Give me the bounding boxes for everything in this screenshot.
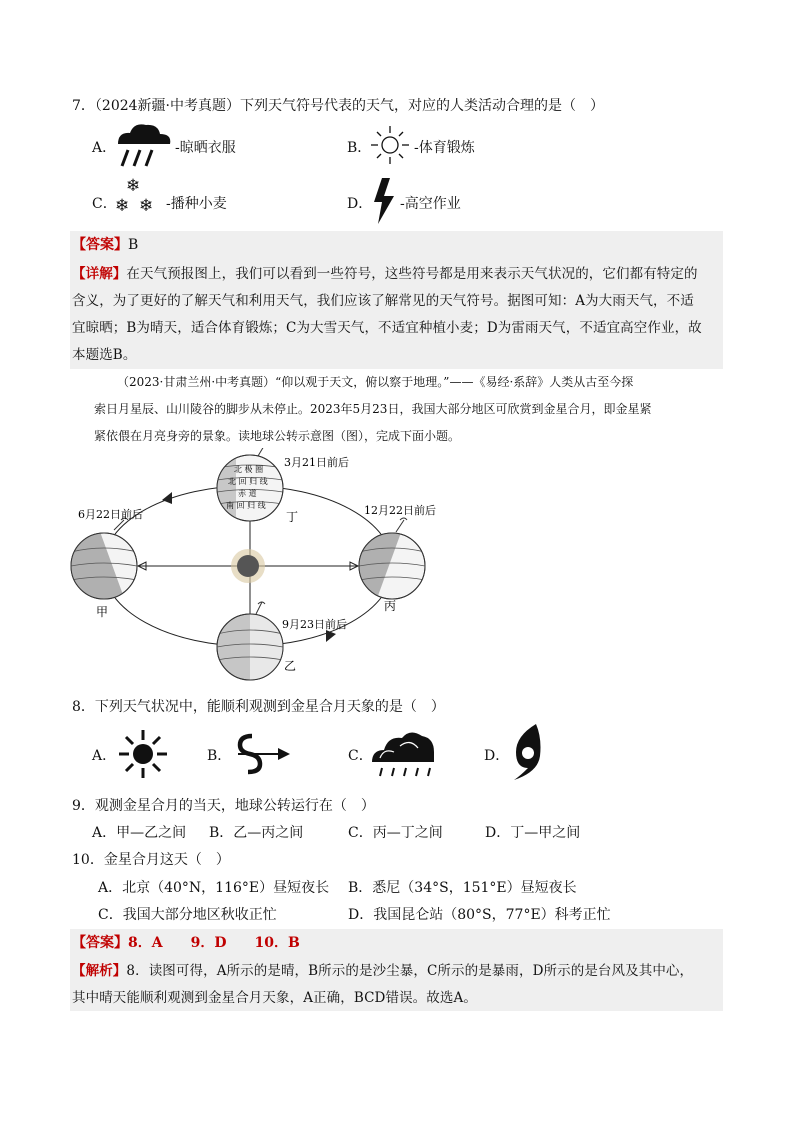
heavy-rain-icon	[114, 122, 174, 170]
passage-line-3: 紧依偎在月亮身旁的景象。读地球公转示意图（图），完成下面小题。	[94, 429, 461, 443]
globe-ding	[216, 448, 283, 528]
q8-stem: 8．下列天气状况中，能顺利观测到金星合月天象的是（ ）	[72, 699, 445, 715]
q8-option-b-letter: B．	[207, 748, 232, 764]
date-ding: 3月21日前后	[284, 456, 349, 469]
detail-line-3: 宜晾晒；B为晴天，适合体育锻炼；C为大雪天气，不适宜种植小麦；D为雷雨天气，不适宜高空作业，故	[72, 320, 702, 336]
label-yi: 乙	[284, 659, 297, 673]
globe-yi	[217, 602, 290, 686]
q9-option-c: C．丙—丁之间	[348, 825, 443, 841]
q7-option-c-text: -播种小麦	[166, 196, 227, 212]
globe-jia	[66, 518, 137, 618]
q8-option-d-letter: D．	[484, 748, 510, 764]
passage-line-2: 索日月星辰、山川陵谷的脚步从未停止。2023年5月23日，我国大部分地区可欣赏到金星合月，即金星紧	[94, 402, 652, 416]
orbit-arrow-icon	[162, 492, 172, 504]
q8-option-c-letter: C．	[348, 748, 373, 764]
answer-value: B	[128, 237, 139, 253]
date-bing: 12月22日前后	[364, 504, 436, 517]
answer-tag: 【答案】	[72, 237, 128, 253]
answer-tag-2: 【答案】	[72, 935, 128, 951]
detail-line-4: 本题选B。	[72, 347, 137, 363]
q10-option-b: B．悉尼（34°S，151°E）昼短夜长	[348, 880, 577, 896]
analysis-line-2: 其中晴天能顺利观测到金星合月天象，A正确，BCD错误。故选A。	[72, 990, 477, 1006]
passage-line-1: （2023·甘肃兰州·中考真题）“仰以观于天文，俯以察于地理。”——《易经·系辞》人类从古至今探	[117, 375, 634, 389]
sun-icon	[231, 549, 265, 583]
detail-line-2: 含义，为了更好的了解天气和利用天气，我们应该了解常见的天气符号。据图可知：A为大雨天气，不适	[72, 293, 694, 309]
q7-stem: 7．（2024新疆·中考真题）下列天气符号代表的天气，对应的人类活动合理的是（ ）	[72, 98, 604, 114]
answer-values: 8．A 9．D 10．B	[128, 935, 300, 951]
typhoon-icon	[508, 722, 548, 782]
q7-option-b-letter: B．	[347, 140, 372, 156]
analysis-tag: 【解析】	[72, 963, 127, 979]
q7-option-d-text: -高空作业	[400, 196, 461, 212]
globe-label-tropic-south: 南 回 归 线	[226, 501, 266, 510]
q9-option-b: B．乙—丙之间	[209, 825, 304, 841]
q7-option-a-text: -晾晒衣服	[175, 140, 236, 156]
q7-option-c-letter: C．	[92, 196, 117, 212]
heavy-snow-icon: ❄ ❄ ❄	[115, 176, 154, 216]
q10-stem: 10．金星合月这天（ ）	[72, 852, 230, 868]
label-jia: 甲	[96, 605, 109, 619]
q10-option-a: A．北京（40°N，116°E）昼短夜长	[98, 880, 330, 896]
q8-option-a-letter: A．	[92, 748, 117, 764]
globe-label-equator: 赤 道	[238, 489, 257, 498]
label-ding: 丁	[286, 510, 299, 524]
rainstorm-icon	[370, 726, 436, 778]
label-bing: 丙	[384, 599, 397, 613]
q9-option-a: A．甲—乙之间	[92, 825, 187, 841]
sandstorm-icon	[232, 730, 292, 778]
q7-option-b-text: -体育锻炼	[414, 140, 475, 156]
globe-label-tropic-north: 北 回 归 线	[228, 477, 268, 486]
globe-label-arctic: 北 极 圈	[234, 465, 264, 474]
q7-option-a-letter: A．	[92, 140, 117, 156]
thunder-lightning-icon	[370, 178, 400, 224]
date-yi: 9月23日前后	[282, 618, 347, 631]
detail-tag: 【详解】	[72, 266, 127, 282]
q9-stem: 9．观测金星合月的当天，地球公转运行在（ ）	[72, 798, 375, 814]
globe-bing	[347, 518, 425, 604]
detail-line-1: 在天气预报图上，我们可以看到一些符号，这些符号都是用来表示天气状况的，它们都有特定的	[126, 266, 698, 282]
sun-outline-icon	[368, 124, 412, 166]
date-jia: 6月22日前后	[78, 508, 143, 521]
q10-option-d: D．我国昆仑站（80°S，77°E）科考正忙	[348, 907, 611, 923]
earth-revolution-diagram	[66, 448, 438, 686]
q9-option-d: D．丁—甲之间	[485, 825, 581, 841]
analysis-line-1: 8．读图可得，A所示的是晴，B所示的是沙尘暴，C所示的是暴雨，D所示的是台风及其中心，	[126, 963, 694, 979]
sunny-icon	[115, 728, 171, 780]
q7-option-d-letter: D．	[347, 196, 373, 212]
q10-option-c: C．我国大部分地区秋收正忙	[98, 907, 277, 923]
